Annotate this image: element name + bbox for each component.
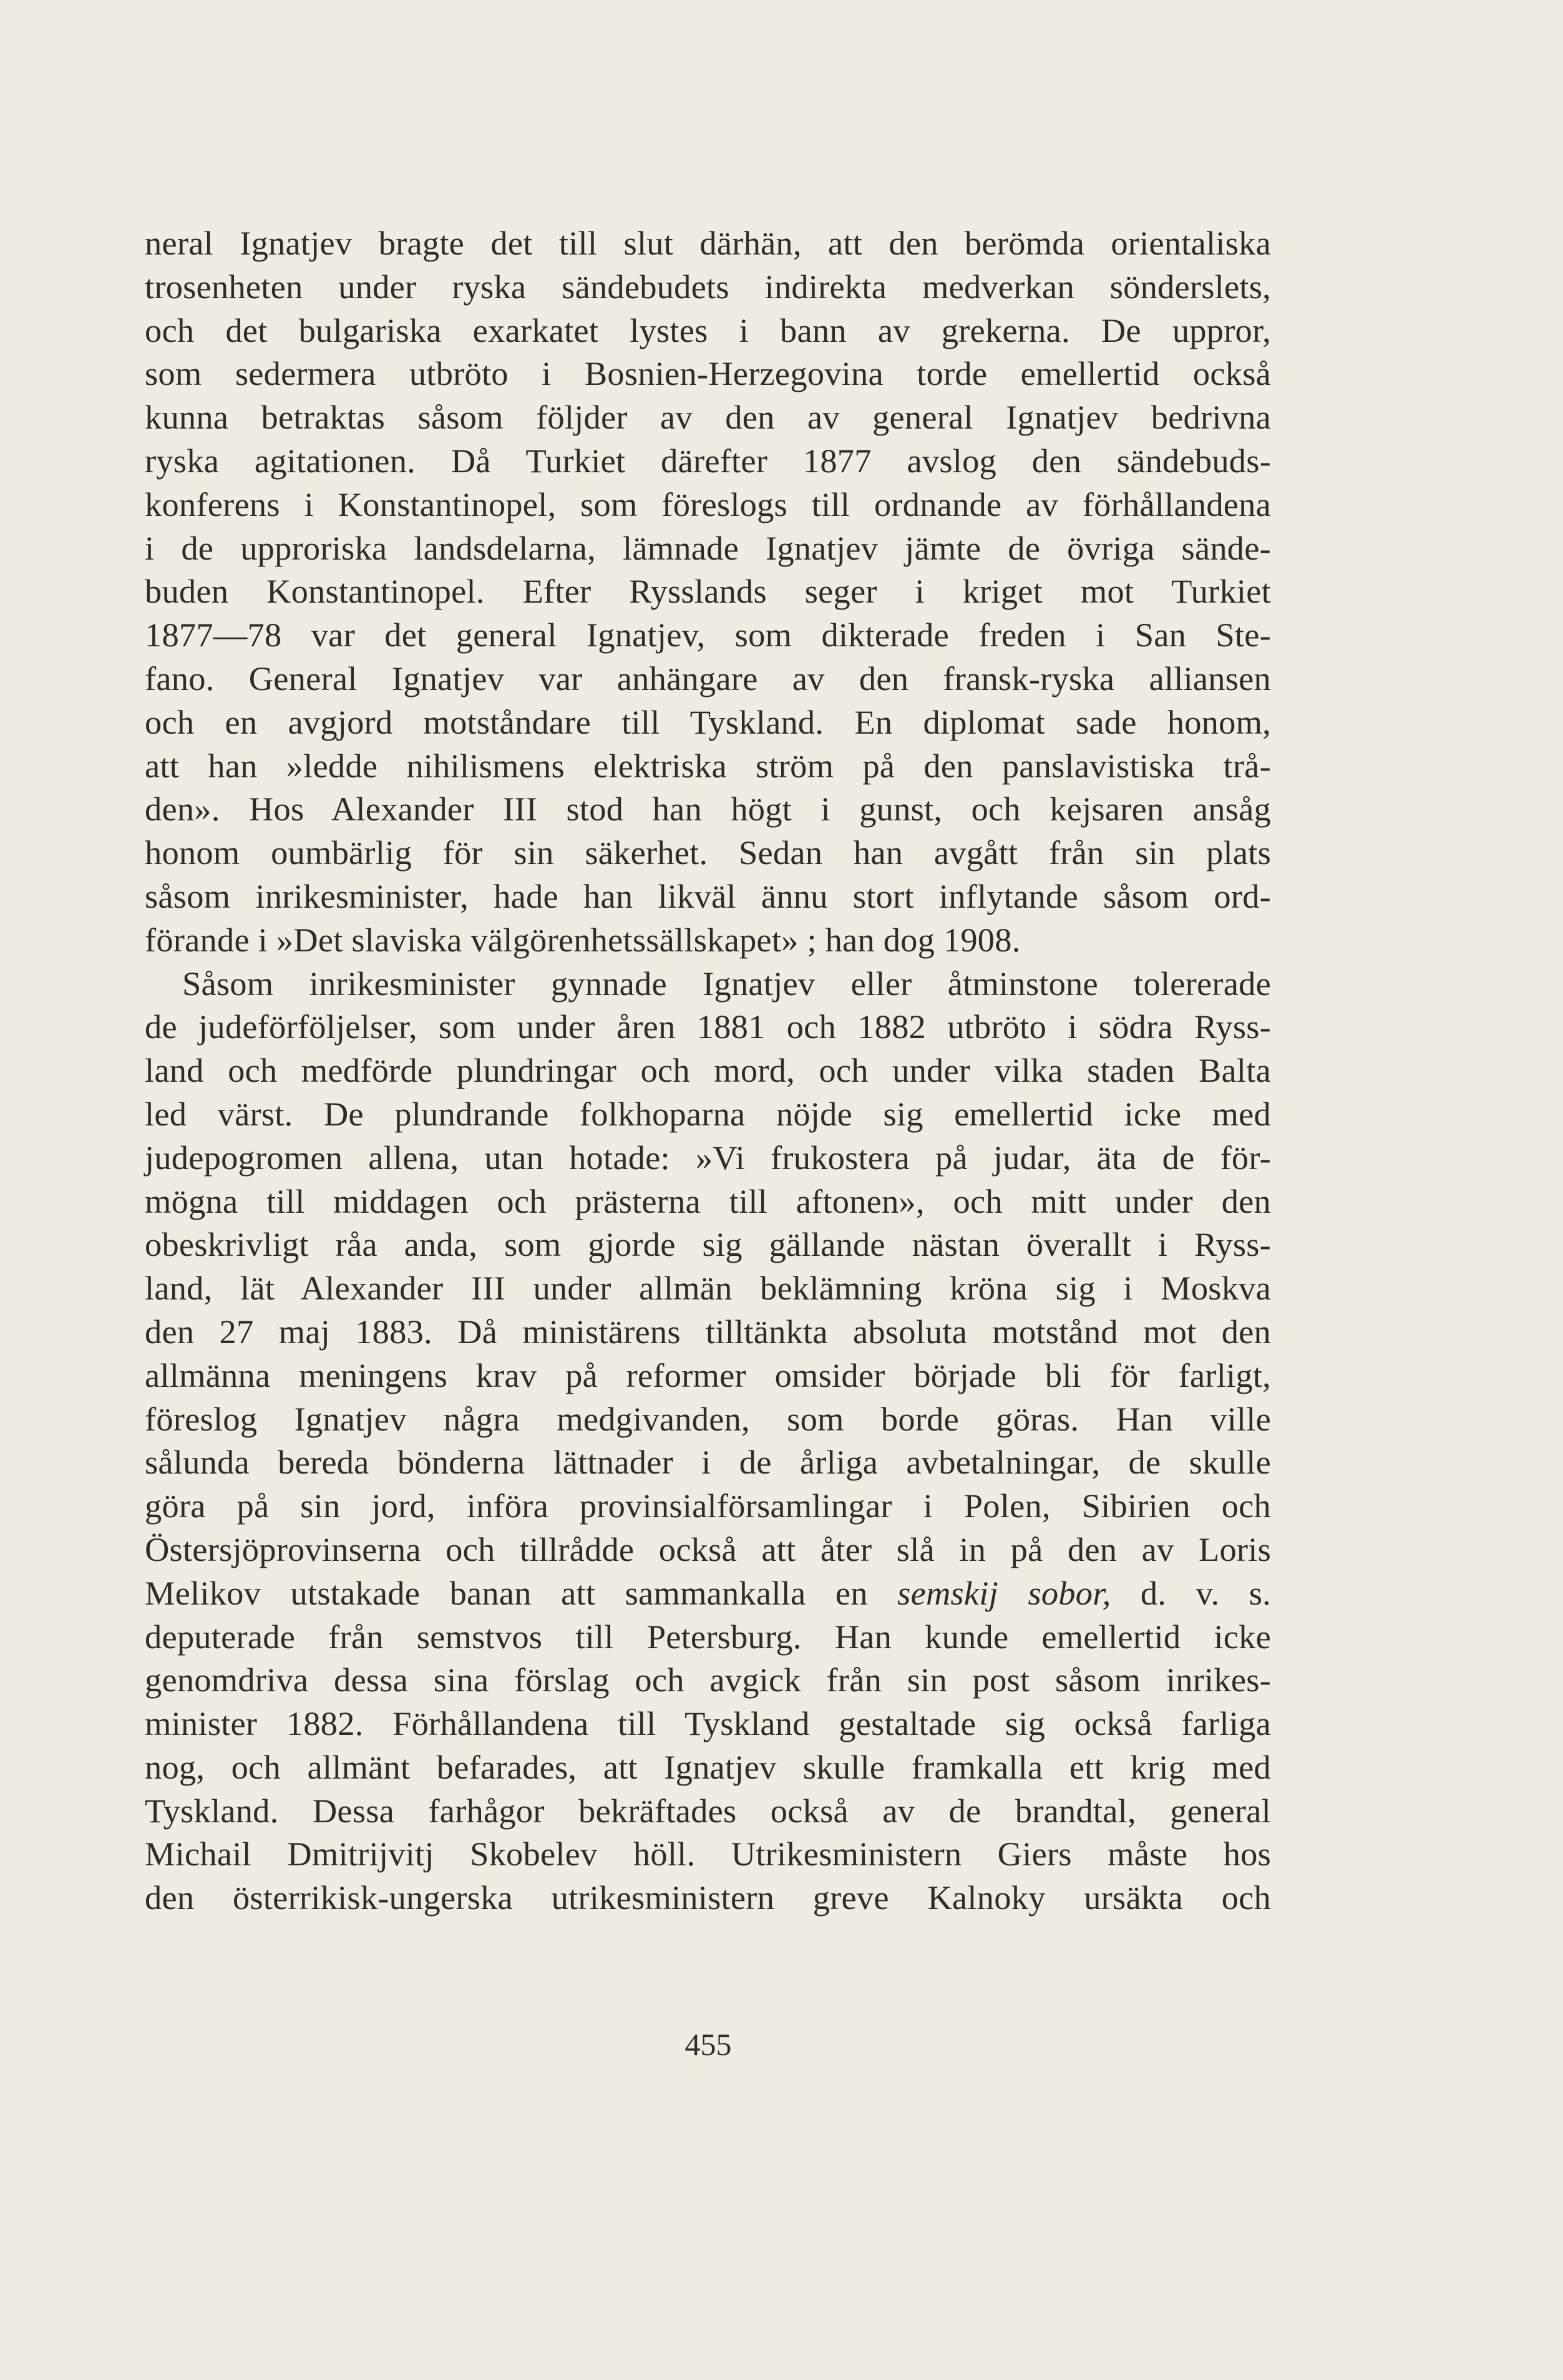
text-line: göra på sin jord, införa provinsialförsamlingar i Polen, Sibirien och (145, 1487, 1271, 1525)
text-line-indent: Såsom inrikesminister gynnade Ignatjev eller åtminstone tolererade (182, 964, 1271, 1003)
text-segment: Melikov utstakade banan att sammankalla en (145, 1573, 868, 1612)
emphasized-term: semskij sobor, (897, 1573, 1111, 1612)
text-line: deputerade från semstvos till Petersburg. Han kunde emellertid icke (145, 1617, 1271, 1656)
text-line: fano. General Ignatjev var anhängare av den fransk-ryska alliansen (145, 659, 1271, 697)
text-line: de judeförföljelser, som under åren 1881 och 1882 utbröto i södra Ryss- (145, 1008, 1271, 1046)
text-line: och en avgjord motståndare till Tyskland. En diplomat sade honom, (145, 702, 1271, 741)
text-line: den 27 maj 1883. Då ministärens tilltänkta absoluta motstånd mot den (145, 1312, 1271, 1351)
text-line: minister 1882. Förhållandena till Tyskland gestaltade sig också farliga (145, 1704, 1271, 1743)
text-line: sålunda bereda bönderna lättnader i de årliga avbetalningar, de skulle (145, 1443, 1271, 1482)
text-line: som sedermera utbröto i Bosnien-Herzegovina torde emellertid också (145, 354, 1271, 393)
text-line: allmänna meningens krav på reformer omsider började bli för farligt, (145, 1356, 1271, 1394)
page-number: 455 (684, 2027, 732, 2062)
text-line: konferens i Konstantinopel, som föreslogs till ordnande av förhållandena (145, 485, 1271, 523)
body-text (145, 221, 1271, 1920)
text-line: ryska agitationen. Då Turkiet därefter 1877 avslog den sändebuds- (145, 441, 1271, 480)
text-line: i de upproriska landsdelarna, lämnade Ignatjev jämte de övriga sände- (145, 528, 1271, 567)
text-line: den österrikisk-ungerska utrikesministern greve Kalnoky ursäkta och (145, 1878, 1271, 1917)
text-line: Tyskland. Dessa farhågor bekräftades också av de brandtal, general (145, 1791, 1271, 1830)
text-line: genomdriva dessa sina förslag och avgick från sin post såsom inrikes- (145, 1661, 1271, 1699)
text-line-last: förande i »Det slaviska välgörenhetssällskapet» ; han dog 1908. (145, 920, 1021, 959)
text-line: kunna betraktas såsom följder av den av general Ignatjev bedrivna (145, 398, 1271, 437)
text-line-with-emphasis (145, 1571, 1271, 1615)
text-line: led värst. De plundrande folkhoparna nöjde sig emellertid icke med (145, 1094, 1271, 1133)
text-line: obeskrivligt råa anda, som gjorde sig gällande nästan överallt i Ryss- (145, 1225, 1271, 1264)
text-line: buden Konstantinopel. Efter Rysslands seger i kriget mot Turkiet (145, 572, 1271, 611)
text-line: judepogromen allena, utan hotade: »Vi frukostera på judar, äta de för- (145, 1138, 1271, 1177)
text-line: att han »ledde nihilismens elektriska ström på den panslavistiska trå- (145, 746, 1271, 785)
text-line: land och medförde plundringar och mord, och under vilka staden Balta (145, 1051, 1271, 1090)
text-line: neral Ignatjev bragte det till slut därhän, att den berömda orientaliska (145, 224, 1271, 262)
text-line: såsom inrikesminister, hade han likväl ännu stort inflytande såsom ord- (145, 877, 1271, 915)
text-line: trosenheten under ryska sändebudets indirekta medverkan sönderslets, (145, 267, 1271, 306)
text-line: honom oumbärlig för sin säkerhet. Sedan han avgått från sin plats (145, 833, 1271, 872)
text-line: Östersjöprovinserna och tillrådde också att åter slå in på den av Loris (145, 1530, 1271, 1568)
text-line: mögna till middagen och prästerna till aftonen», och mitt under den (145, 1182, 1271, 1220)
text-line: land, lät Alexander III under allmän beklämning kröna sig i Moskva (145, 1269, 1271, 1308)
text-line: den». Hos Alexander III stod han högt i gunst, och kejsaren ansåg (145, 790, 1271, 828)
text-line: nog, och allmänt befarades, att Ignatjev skulle framkalla ett krig med (145, 1747, 1271, 1786)
text-line: och det bulgariska exarkatet lystes i bann av grekerna. De uppror, (145, 311, 1271, 349)
text-line: 1877—78 var det general Ignatjev, som dikterade freden i San Ste- (145, 616, 1271, 654)
text-line: föreslog Ignatjev några medgivanden, som borde göras. Han ville (145, 1399, 1271, 1438)
text-line: Michail Dmitrijvitj Skobelev höll. Utrikesministern Giers måste hos (145, 1835, 1271, 1873)
text-segment: d. v. s. (1111, 1573, 1271, 1612)
